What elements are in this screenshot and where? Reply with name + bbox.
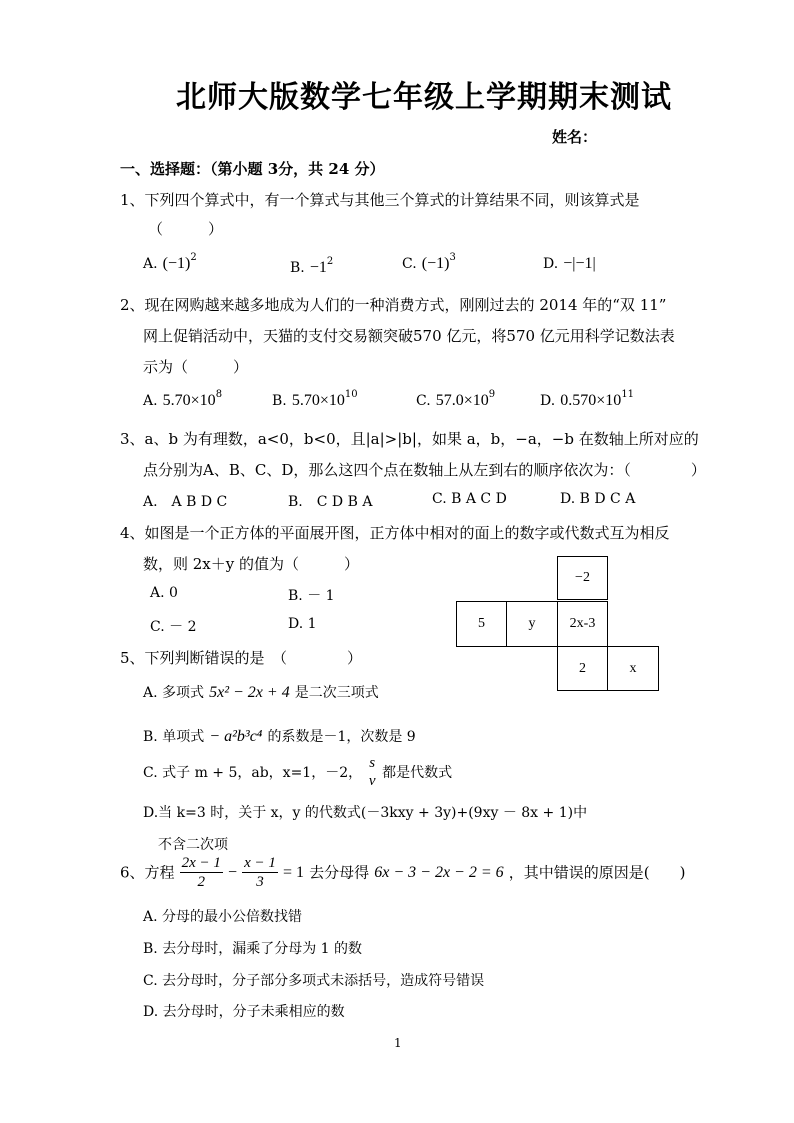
net-cell-center: 2x-3 bbox=[557, 601, 608, 647]
q1-option-d: D. −|−1| bbox=[543, 255, 596, 272]
q3-line-1: 3、a、b 为有理数，a<0，b<0，且|a|>|b|，如果 a，b，−a，−b 在数轴上所对应的 bbox=[120, 430, 699, 448]
q2-option-a: A. $5.70\times 10^8$ bbox=[143, 389, 223, 409]
q2-option-c: C. $57.0\times 10^9$ bbox=[416, 389, 496, 409]
q6-fraction-2: $\frac{x - 1}{3}$ bbox=[244, 855, 276, 890]
q3-option-d: D. B D C A bbox=[560, 491, 636, 507]
q4-line-1: 4、如图是一个正方体的平面展开图，正方体中相对的面上的数字或代数式互为相反 bbox=[120, 524, 670, 542]
q1-option-a: A. $(-1)^2$ bbox=[143, 252, 197, 272]
page-number: 1 bbox=[394, 1036, 402, 1050]
q3-option-a: A. A B D C bbox=[143, 494, 228, 510]
q5-stem: 5、下列判断错误的是 （ ） bbox=[120, 649, 363, 667]
q3-option-b: B. C D B A bbox=[288, 494, 373, 510]
q4-line-2: 数，则 2x＋y 的值为（ ） bbox=[143, 555, 360, 573]
net-cell-y: y bbox=[506, 601, 558, 647]
q1-option-b: B. $-1^2$ bbox=[290, 256, 334, 276]
q6-fraction-1: $\frac{2x - 1}{2}$ bbox=[181, 855, 221, 890]
q1-option-c: C. $(-1)^3$ bbox=[402, 252, 456, 272]
q6-option-b: B. 去分母时，漏乘了分母为 1 的数 bbox=[143, 941, 362, 957]
net-cell-top: −2 bbox=[557, 556, 608, 600]
q4-option-d: D. 1 bbox=[288, 616, 317, 632]
name-label: 姓名： bbox=[552, 128, 598, 146]
q2-option-b: B. $5.70\times 10^{10}$ bbox=[272, 389, 358, 409]
q5-option-b: B. 单项式 − a²b³c⁴ 的系数是－1，次数是 9 bbox=[143, 728, 416, 745]
q1-stem: 1、下列四个算式中，有一个算式与其他三个算式的计算结果不同，则该算式是 bbox=[120, 191, 640, 209]
page-title: 北师大版数学七年级上学期期末测试 bbox=[176, 80, 672, 115]
net-cell-left: 5 bbox=[456, 601, 507, 647]
q5-fraction: s v bbox=[368, 755, 376, 789]
q2-line-2: 网上促销活动中，天猫的支付交易额突破570 亿元，将570 亿元用科学记数法表 bbox=[143, 327, 675, 345]
q6-stem: 6、方程 $\frac{2x - 1}{2}$ − $\frac{x - 1}{3}$ = 1 去分母得 6x − 3 − 2x − 2 = 6 ，其中错误的原因是( ) bbox=[120, 855, 686, 890]
q3-option-c: C. B A C D bbox=[432, 491, 507, 507]
q2-line-3: 示为（ ） bbox=[143, 358, 249, 376]
net-cell-bottom: 2 bbox=[557, 646, 608, 691]
q3-line-2: 点分别为A、B、C、D，那么这四个点在数轴上从左到右的顺序依次为：（ ） bbox=[143, 461, 706, 479]
q5-option-d-line-1: D.当 k=3 时，关于 x，y 的代数式(－3kxy + 3y)+(9xy － 8x + 1)中 bbox=[143, 805, 588, 821]
q4-option-c: C. － 2 bbox=[150, 619, 197, 635]
q6-option-c: C. 去分母时，分子部分多项式未添括号，造成符号错误 bbox=[143, 973, 485, 989]
q4-option-b: B. － 1 bbox=[288, 588, 335, 604]
q6-option-d: D. 去分母时，分子未乘相应的数 bbox=[143, 1004, 345, 1020]
net-cell-right: x bbox=[607, 646, 659, 691]
q1-answer-paren: （ ） bbox=[148, 220, 224, 238]
q5-option-d-line-2: 不含二次项 bbox=[158, 837, 228, 853]
section-header: 一、选择题：（第小题 3分，共 24 分） bbox=[120, 160, 385, 178]
q5-option-a: A. 多项式 5x² − 2x + 4 是二次三项式 bbox=[143, 684, 379, 701]
q5-option-c: C. 式子 m + 5，ab，x=1，－2， s v 都是代数式 bbox=[143, 755, 453, 789]
q4-option-a: A. 0 bbox=[150, 585, 178, 601]
q2-line-1: 2、现在网购越来越多地成为人们的一种消费方式，刚刚过去的 2014 年的“双 11” bbox=[120, 296, 667, 314]
q2-option-d: D. $0.570\times 10^{11}$ bbox=[540, 389, 635, 409]
q6-option-a: A. 分母的最小公倍数找错 bbox=[143, 909, 303, 925]
